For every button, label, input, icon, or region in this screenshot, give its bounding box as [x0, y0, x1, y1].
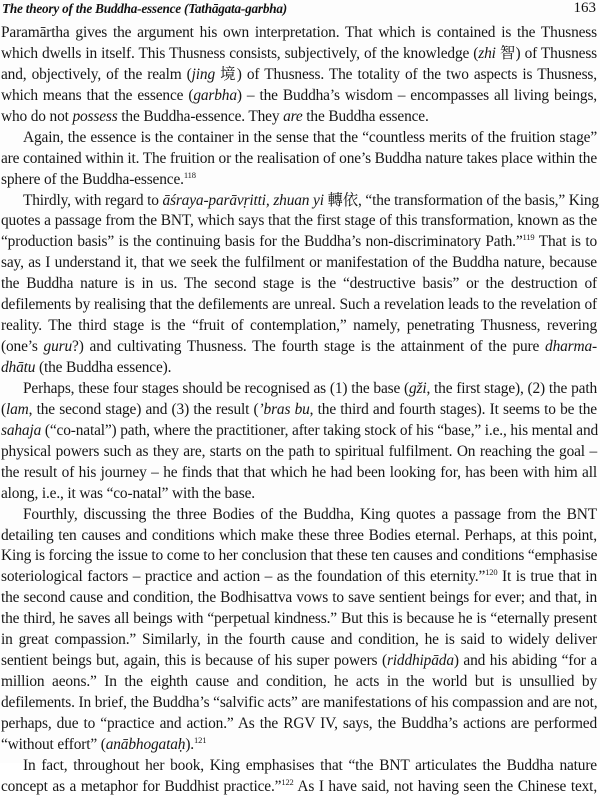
italic-term: āśraya-parāvṛitti, zhuan yi [162, 191, 324, 209]
text-run: which dwells in itself. This Thusness consists, subjectively, of the knowledge ( [1, 44, 479, 62]
running-head-title: The theory of the Buddha-essence (Tathāgata-garbha) [2, 1, 287, 16]
running-head [2, 1, 596, 19]
text-run: , the first stage), (2) the path [426, 379, 597, 397]
italic-term: riddhipāda [386, 652, 454, 670]
text-run: 轉依, “the transformation of the basis,” King [323, 191, 599, 209]
text-run: in great compassion.” Similarly, in the fourth cause and condition, he is said to widely deliver [1, 631, 597, 649]
footnote-ref: 118 [183, 169, 196, 180]
text-run: the second cause and condition, the Bodhisattva vows to save sentient beings for ever; and that, in [1, 589, 597, 607]
footnote-ref: 122 [281, 776, 294, 787]
text-run: King is forcing the issue to come to her conclusion that these ten causes and conditions “emphasise [1, 547, 598, 565]
text-line [1, 86, 597, 107]
text-line [1, 149, 597, 170]
italic-term: are [283, 107, 303, 125]
text-line [1, 44, 597, 65]
text-run: the Buddha essence. [302, 107, 429, 125]
text-line [1, 191, 597, 212]
text-run: reality. The third stage is the “fruit of contemplation,” namely, penetrating Thusness, revering [1, 317, 597, 335]
text-run: defilements by realising that the defilements are unreal. Such a revelation leads to the revelation of [1, 296, 597, 314]
text-run: physical powers such as they are, starts on the path to spiritual fulfilment. On reaching the goal – [1, 442, 597, 460]
text-run: detailing ten causes and conditions which make these three Bodies eternal. Perhaps, at this point, [1, 526, 597, 544]
text-run: ( [1, 400, 6, 418]
text-line [1, 23, 597, 44]
text-run: ). [185, 735, 194, 753]
text-run: As I have said, not having seen the Chinese text, [293, 777, 598, 795]
text-line [1, 672, 597, 693]
text-line [1, 232, 597, 253]
text-run: say, as I understand it, that we seek the fulfilment or manifestation of the Buddha nature, because [1, 254, 597, 272]
italic-term: jing [191, 65, 215, 83]
text-run: along, i.e., it was “co-natal” with the base. [1, 484, 255, 502]
text-line [1, 295, 597, 316]
text-run: quotes a passage from the BNT, which says that the first stage of this transformation, known as the [1, 212, 597, 230]
text-run: are contained within it. The fruition or the realisation of one’s Buddha nature takes place within the [1, 149, 598, 167]
italic-term: garbha [193, 86, 237, 104]
italic-term: sahaja [1, 421, 42, 439]
text-line [1, 128, 597, 149]
body-text [1, 23, 597, 798]
text-run: the Buddha nature is in us. The second stage is the “destructive basis” or the destruction of [1, 275, 597, 293]
text-run: Again, the essence is the container in the sense that the “countless merits of the fruition stage” [23, 128, 597, 146]
text-run: the Buddha-essence. They [117, 107, 284, 125]
text-line [1, 107, 597, 128]
text-run: That is to [534, 233, 597, 251]
italic-term: anābhogataḥ [105, 735, 186, 753]
text-run: sphere of the Buddha-essence. [1, 170, 184, 188]
text-line [1, 735, 597, 756]
italic-term: ’bras bu [258, 400, 310, 418]
footnote-ref: 120 [485, 567, 498, 578]
text-line [1, 65, 597, 86]
text-run: concept as a metaphor for Buddhist practice.” [1, 777, 282, 795]
text-run: “without effort” ( [1, 735, 106, 753]
text-run: Fourthly, discussing the three Bodies of the Buddha, King quotes a passage from the BNT [23, 505, 597, 523]
italic-term: zhi [478, 44, 496, 62]
text-line [1, 442, 597, 463]
text-run: million aeons.” In the eighth cause and condition, he acts in the world but is unsullied by [1, 673, 597, 691]
text-run: and, objectively, of the realm ( [1, 65, 192, 83]
text-run: Paramārtha gives the argument his own interpretation. That which is contained is the Thusness [1, 24, 597, 41]
text-line [1, 777, 597, 798]
text-run: soteriological factors – practice and action – as the foundation of this eternity.” [1, 568, 486, 586]
text-run: , the second stage) and (3) the result ( [28, 400, 259, 418]
text-run: the result of his journey – he finds that that which he had been looking for, has been with him all [1, 463, 597, 481]
italic-term: gži [408, 379, 427, 397]
text-run: (the Buddha essence). [35, 359, 172, 376]
text-line [1, 546, 597, 567]
text-line [1, 714, 597, 735]
text-run: ?) and cultivating Thusness. The fourth stage is the attainment of the pure [72, 338, 546, 356]
text-line [1, 358, 597, 379]
page-number: 163 [573, 0, 596, 16]
text-run: defilements. In brief, the Buddha’s “salvific acts” are manifestations of his compassion and are not, [1, 694, 598, 711]
italic-term: lam [5, 400, 29, 418]
text-run: , the third and fourth stages). It seems to be the [309, 400, 597, 418]
text-run: 境) of Thusness. The totality of the two aspects is Thusness, [214, 65, 597, 83]
text-run: ) – the Buddha’s wisdom – encompasses all living beings, [236, 86, 597, 104]
text-run: 智) of Thusness [495, 44, 598, 62]
text-line [1, 609, 597, 630]
text-line [1, 630, 597, 651]
italic-term: guru [43, 338, 73, 356]
text-run: In fact, throughout her book, King emphasises that “the BNT articulates the Buddha nature [23, 756, 597, 774]
text-run: the third, he saves all beings with “perpetual kindness.” But this is because he is “eternally present [1, 610, 597, 628]
text-line [1, 463, 597, 484]
text-run: “production basis” is the continuing basis for the Buddha’s non-discriminatory Path.” [1, 233, 523, 251]
text-line [1, 253, 597, 274]
text-line [1, 567, 597, 588]
text-line [1, 211, 597, 232]
text-line [1, 379, 597, 400]
text-line [1, 274, 597, 295]
text-line [1, 693, 597, 714]
text-line [1, 526, 597, 547]
text-line [1, 505, 597, 526]
text-run: perhaps, due to “practice and action.” As the RGV IV, says, the Buddha’s actions are performed [1, 714, 597, 732]
text-run: (“co-natal”) path, where the practitioner, after taking stock of his “base,” i.e., his mental and [41, 421, 599, 439]
text-line [1, 756, 597, 777]
text-run: Thirdly, with regard to [23, 191, 163, 209]
text-line [1, 316, 597, 337]
italic-term: possess [72, 107, 118, 125]
text-run: ) and his abiding “for a [453, 652, 598, 670]
text-run: which means that the essence ( [1, 86, 194, 104]
footnote-ref: 121 [194, 734, 207, 745]
text-line [1, 337, 597, 358]
text-run: who do not [1, 107, 73, 125]
text-run: Perhaps, these four stages should be recognised as (1) the base ( [23, 379, 409, 397]
text-line [1, 651, 597, 672]
text-run: It is true that in [497, 568, 597, 586]
text-line [1, 588, 597, 609]
text-line [1, 421, 597, 442]
text-line [1, 170, 597, 191]
text-line [1, 400, 597, 421]
text-run: (one’s [1, 338, 44, 356]
italic-term: dharma- [545, 338, 597, 356]
text-line [1, 484, 597, 505]
footnote-ref: 119 [522, 232, 535, 243]
italic-term: dhātu [1, 359, 36, 376]
text-run: sentient beings but, again, this is because of his super powers ( [1, 652, 387, 670]
